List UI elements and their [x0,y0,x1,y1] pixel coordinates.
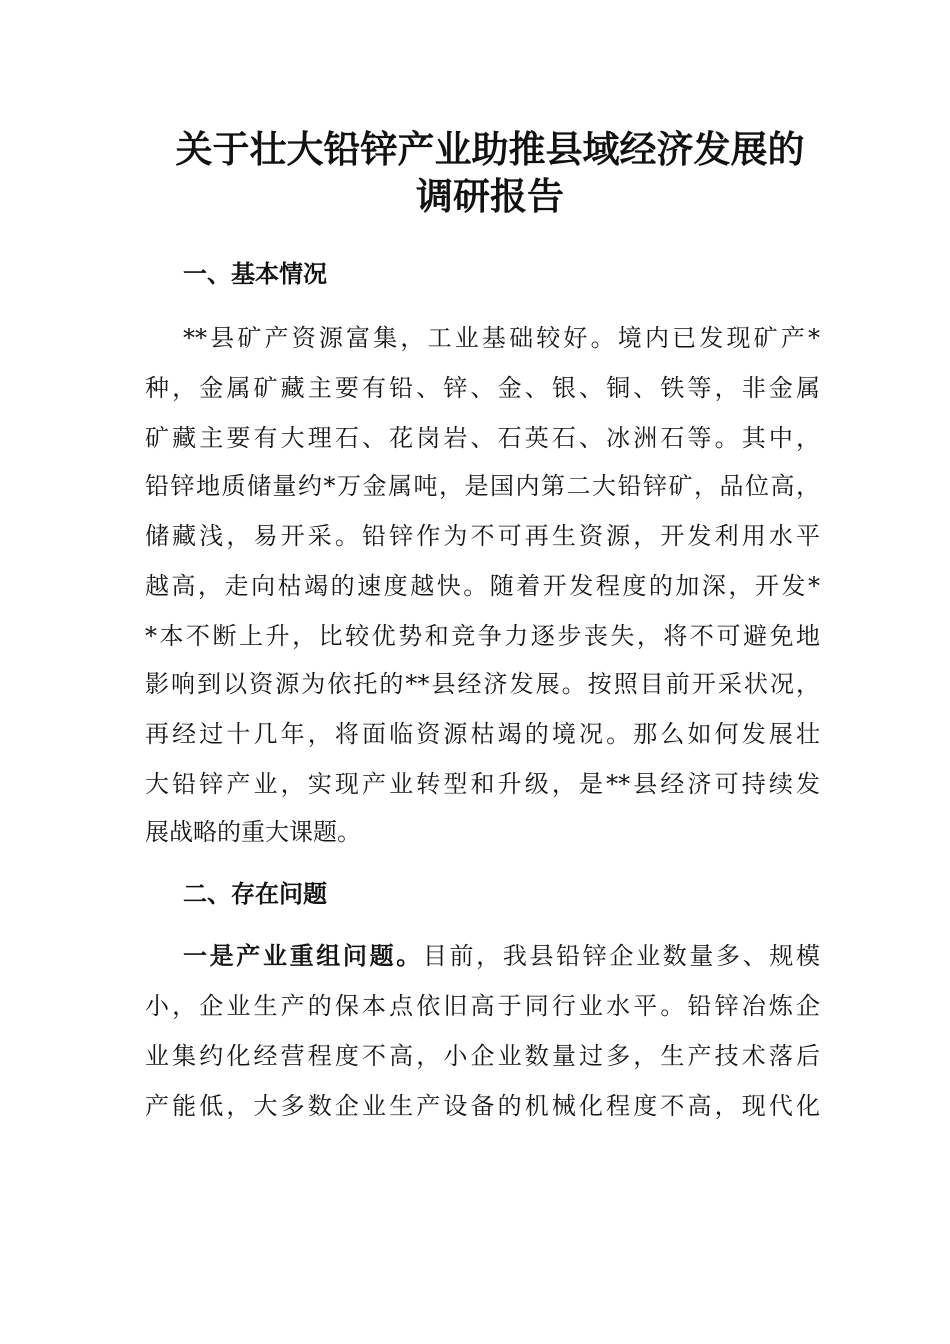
paragraph-line: 矿藏主要有大理石、花岗岩、石英石、冰洲石等。其中， [145,424,820,452]
section-heading-existing-problems: 二、存在问题 [183,880,327,908]
paragraph-line: 铅锌地质储量约*万金属吨，是国内第二大铅锌矿，品位高， [145,472,820,500]
paragraph-line: 越高，走向枯竭的速度越快。随着开发程度的加深，开发* [145,572,820,600]
paragraph-line: 再经过十几年，将面临资源枯竭的境况。那么如何发展壮 [145,720,820,748]
paragraph-line: **县矿产资源富集，工业基础较好。境内已发现矿产* [183,324,820,352]
paragraph-line: 产能低，大多数企业生产设备的机械化程度不高，现代化 [145,1092,820,1120]
paragraph-line-with-lead [183,940,820,972]
paragraph-line: 储藏浅，易开采。铅锌作为不可再生资源，开发利用水平 [145,522,820,550]
paragraph-line: 业集约化经营程度不高，小企业数量过多，生产技术落后 [145,1042,820,1070]
paragraph-line: 大铅锌产业，实现产业转型和升级，是**县经济可持续发 [145,770,820,798]
paragraph-line: 小，企业生产的保本点依旧高于同行业水平。铅锌冶炼企 [145,992,820,1020]
paragraph-line-text: 目前，我县铅锌企业数量多、规模 [422,942,821,970]
bold-lead-phrase: 一是产业重组问题。 [183,942,423,970]
document-title-line-2: 调研报告 [416,174,564,218]
paragraph-line: 展战略的重大课题。 [145,818,361,846]
paragraph-line: 影响到以资源为依托的**县经济发展。按照目前开采状况， [145,670,820,698]
paragraph-line: 种，金属矿藏主要有铅、锌、金、银、铜、铁等，非金属 [145,374,820,402]
section-heading-basic-situation: 一、基本情况 [183,260,327,288]
paragraph-line: *本不断上升，比较优势和竞争力逐步丧失，将不可避免地 [145,622,820,650]
document-title-line-1: 关于壮大铅锌产业助推县域经济发展的 [175,127,805,171]
